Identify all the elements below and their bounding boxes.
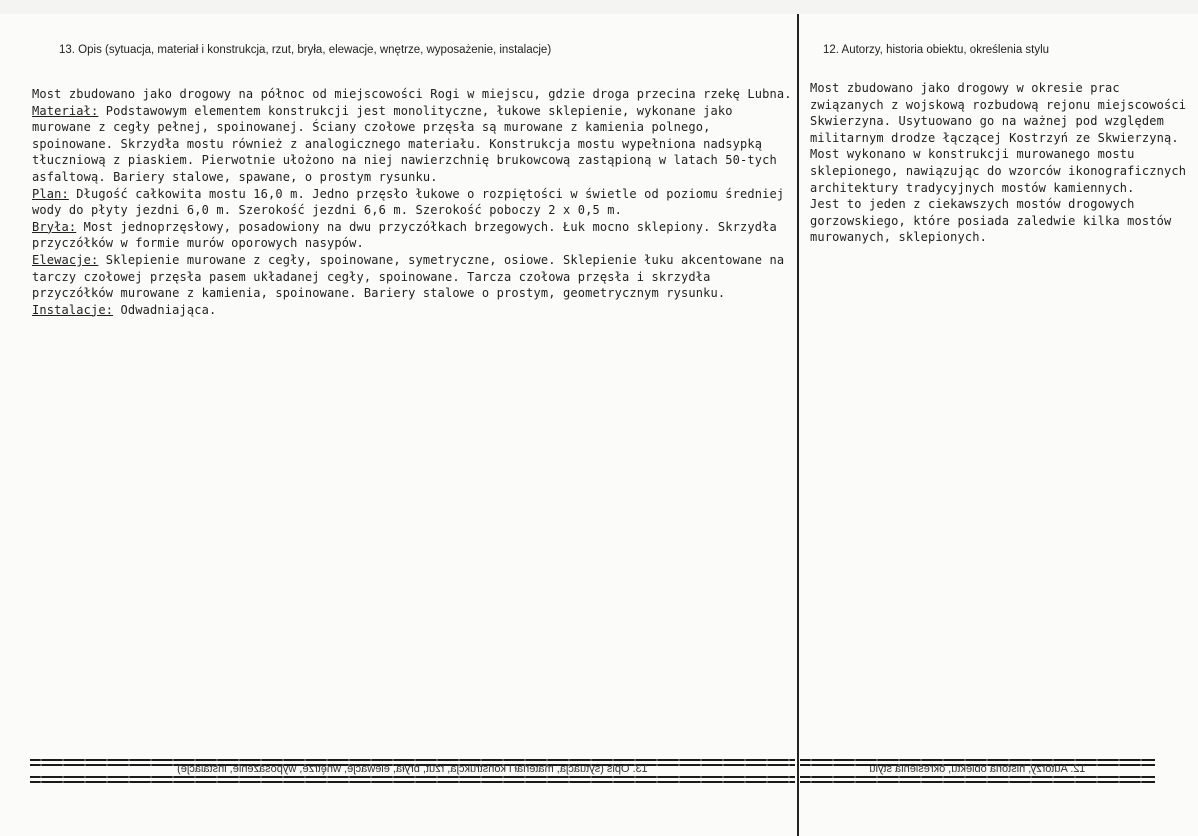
wave-line xyxy=(30,781,795,783)
history-text xyxy=(810,80,1190,246)
material-label: Materiał: xyxy=(32,103,99,118)
material-text: Podstawowym elementem konstrukcji jest monolityczne, łukowe sklepienie, wykonane jako murowane z cegły pełnej, spoinowanej. Ściany czołowe przęsła są murowane z kamienia polnego, spoinowane. Skrzydła mostu również z analogicznego materiału. Konstrukcja mostu wypełniona nadsypką tłuczniową z piaskiem. Pierwotnie ułożono na niej nawierzchnię brukowcową zastąpioną w latach 50-tych asfaltową. Bariery stalowe, spawane, o prostym rysunku. xyxy=(32,103,777,184)
installations-paragraph xyxy=(32,302,792,319)
section-12-header: 12. Autorzy, historia obiektu, określenia stylu xyxy=(823,44,1050,56)
installations-label: Instalacje: xyxy=(32,302,114,317)
history-paragraph-2: Jest to jeden z ciekawszych mostów drogowych gorzowskiego, które posiada zaledwie kilka mostów murowanych, sklepionych. xyxy=(810,197,1172,245)
plan-label: Plan: xyxy=(32,186,69,201)
wave-line xyxy=(30,759,795,761)
massing-label: Bryła: xyxy=(32,219,77,234)
wave-line xyxy=(800,776,1155,778)
intro-paragraph: Most zbudowano jako drogowy na północ od miejscowości Rogi w miejscu, gdzie droga przecina rzekę Lubna. xyxy=(32,87,792,101)
plan-paragraph xyxy=(32,186,792,219)
wave-line xyxy=(800,781,1155,783)
elevations-text: Sklepienie murowane z cegły, spoinowane, symetryczne, osiowe. Sklepienie łuku akcentowane na tarczy czołowej przęsła pasem układanej cegły, spoinowane. Tarcza czołowa przęsła i skrzydła przyczółków murowane z kamienia, spoinowane. Bariery stalowe o prostym, geometrycznym rysunku. xyxy=(32,252,785,301)
description-text xyxy=(32,86,792,318)
history-paragraph-1: Most zbudowano jako drogowy w okresie prac związanych z wojskową rozbudową rejonu miejscowości Skwierzyna. Usytuowano go na ważnej pod względem militarnym drodze łączącej Kostrzyń ze Skwierzyną. Most wykonano w konstrukcji murowanego mostu sklepionego, nawiązując do wzorców ikonograficznych architektury tradycyjnych mostów kamiennych. xyxy=(810,81,1187,195)
massing-text: Most jednoprzęsłowy, posadowiony na dwu przyczółkach brzegowych. Łuk mocno sklepiony. Skrzydła przyczółków w formie murów oporowych nasypów. xyxy=(32,219,777,251)
massing-paragraph xyxy=(32,219,792,252)
bleed-through-text-left: 13. Opis (sytuacja, materiał i konstrukcja, rzut, bryła, elewacje, wnętrze, wyposażenie, instalacje) xyxy=(177,763,648,775)
plan-text: Długość całkowita mostu 16,0 m. Jedno przęsło łukowe o rozpiętości w świetle od poziomu średniej wody do płyty jezdni 6,0 m. Szerokość jezdni 6,6 m. Szerokość poboczy 2 x 0,5 m. xyxy=(32,186,785,218)
bleed-through-band-right xyxy=(800,757,1155,783)
top-edge xyxy=(0,0,1198,14)
elevations-paragraph xyxy=(32,252,792,302)
section-13-header: 13. Opis (sytuacja, materiał i konstrukcja, rzut, bryła, elewacje, wnętrze, wyposażenie, instalacje) xyxy=(59,44,552,56)
material-paragraph xyxy=(32,103,792,186)
wave-line xyxy=(800,759,1155,761)
elevations-label: Elewacje: xyxy=(32,252,99,267)
bleed-through-text-right: 12. Autorzy, historia obiektu, określenia stylu xyxy=(869,763,1086,775)
bleed-through-band-left xyxy=(30,757,795,783)
wave-line xyxy=(30,776,795,778)
installations-text: Odwadniająca. xyxy=(113,302,217,317)
column-divider xyxy=(797,14,799,836)
